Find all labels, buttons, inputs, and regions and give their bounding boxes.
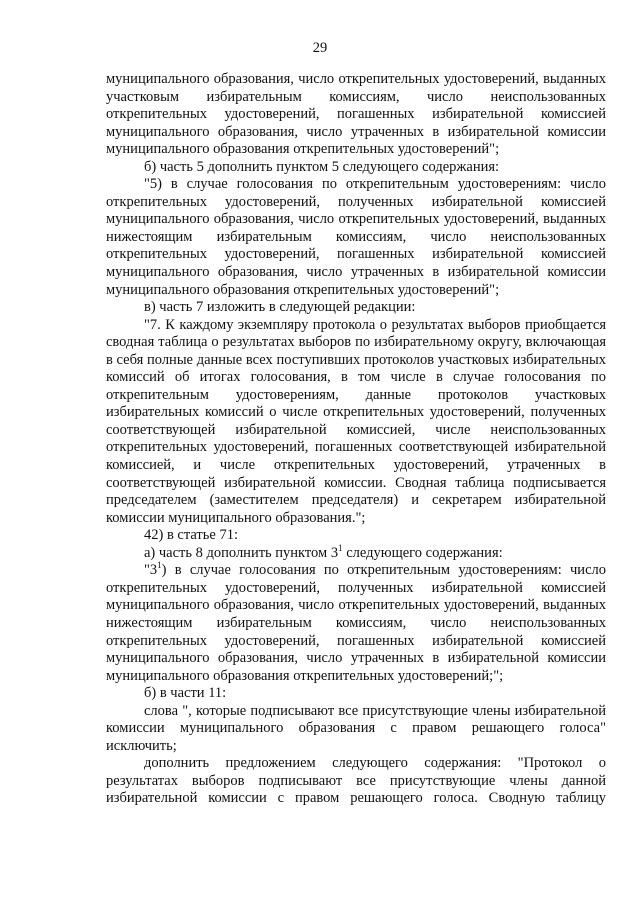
paragraph <box>106 542 606 563</box>
paragraph: "7. К каждому экземпляру протокола о результатах выборов приобщается сводная таблица о результатах выборов по избирательному округу, включающая в себя полные данные всех поступивших протоколов участковых избирательных комиссий об итогах голосования, в том числе в случае голосования по открепительным удостоверениям, данные протоколов участковых избирательных комиссий о числе открепительных удостоверений, полученных соответствующей избирательной комиссией, числе неиспользованных открепительных удостоверений, погашенных соответствующей избирательной комиссией, и числе открепительных удостоверений, утраченных в соответствующей избирательной комиссии. Сводная таблица подписывается председателем (заместителем председателя) и секретарем избирательной комиссии муниципального образования."; <box>106 316 606 526</box>
paragraph-text: ) в случае голосования по открепительным удостоверениям: число открепительных удостоверений, полученных избирательной комиссией муниципального образования, число открепительных удостоверений, выданных нижестоящим избирательным комиссиям, число неиспользованных открепительных удостоверений, погашенных избирательной комиссией муниципального образования, число утраченных в избирательной комиссии муниципального образования открепительных удостоверений;"; <box>106 562 606 684</box>
paragraph: слова ", которые подписывают все присутствующие члены избирательной комиссии муниципального образования с правом решающего голоса" исключить; <box>106 702 606 754</box>
paragraph: дополнить предложением следующего содержания: "Протокол о результатах выборов подписывают все присутствующие члены данной избирательной комиссии с правом решающего голоса. Сводную таблицу <box>106 755 606 807</box>
document-body <box>106 71 606 808</box>
paragraph: б) в части 11: <box>144 685 227 702</box>
page-number: 29 <box>312 40 328 56</box>
paragraph <box>106 562 606 685</box>
paragraph: муниципального образования, число открепительных удостоверений, выданных участковым избирательным комиссиям, число неиспользованных открепительных удостоверений, погашенных избирательной комиссией муниципального образования, число утраченных в избирательной комиссии муниципального образования открепительных удостоверений"; <box>106 71 606 158</box>
superscript: 1 <box>338 542 343 553</box>
paragraph: б) часть 5 дополнить пунктом 5 следующего содержания: <box>144 158 500 175</box>
paragraph: в) часть 7 изложить в следующей редакции: <box>144 299 416 316</box>
superscript: 1 <box>157 560 162 571</box>
paragraph-text: а) часть 8 дополнить пунктом 3 <box>144 544 339 561</box>
paragraph: 42) в статье 71: <box>144 527 238 544</box>
paragraph-text: "3 <box>144 562 158 579</box>
paragraph-text: следующего содержания: <box>342 544 503 561</box>
paragraph: "5) в случае голосования по открепительным удостоверениям: число открепительных удостоверений, полученных избирательной комиссией муниципального образования, число открепительных удостоверений, выданных нижестоящим избирательным комиссиям, число неиспользованных открепительных удостоверений, погашенных избирательной комиссией муниципального образования, число утраченных в избирательной комиссии муниципального образования открепительных удостоверений"; <box>106 176 606 298</box>
